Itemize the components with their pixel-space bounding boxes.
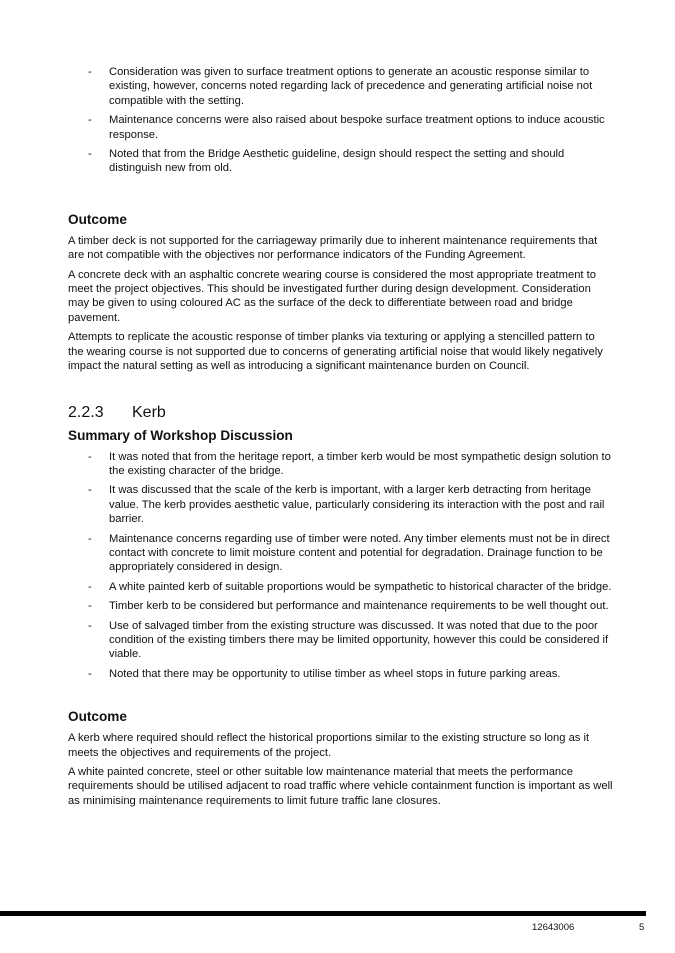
- list-item: - Timber kerb to be considered but performance and maintenance requirements to be well thought out.: [88, 600, 609, 613]
- paragraph: Attempts to replicate the acoustic response of timber planks via texturing or applying a stencilled pattern to the wearing course is not supported due to concerns of generating artificial noise that would likely negatively impact the natural setting as well as introducing a significant maintenance burden on Council.: [68, 331, 603, 373]
- footer-page-number: 5: [639, 922, 645, 933]
- outcome-heading: Outcome: [68, 211, 127, 227]
- paragraph: A kerb where required should reflect the historical proportions similar to the existing structure so long as it meets the objectives and requirements of the project.: [68, 732, 590, 759]
- top-bullet-list: [68, 65, 613, 176]
- list-item: - Use of salvaged timber from the existing structure was discussed. It was noted that due to the poor condition of the existing timbers there may be limited opportunity, however this could be considered if viable.: [88, 619, 609, 661]
- list-item: - Maintenance concerns were also raised about bespoke surface treatment options to induce acoustic response.: [88, 114, 605, 141]
- dash-bullet-icon: -: [88, 148, 92, 161]
- section-title: Kerb: [132, 403, 166, 421]
- section-number: 2.2.3: [68, 403, 104, 421]
- list-item: - Consideration was given to surface treatment options to generate an acoustic response similar to existing, however, concerns noted regarding lack of precedence and generating artificial noise not compatible with the setting.: [88, 66, 593, 107]
- list-item: - Maintenance concerns regarding use of timber were noted. Any timber elements must not be in direct contact with concrete to limit moisture content and potential for degradation. Drainage function to be appropriately considered in design.: [88, 532, 610, 574]
- outcome-section-1: [68, 212, 613, 374]
- footer-document-number: 12643006: [532, 922, 575, 933]
- dash-bullet-icon: -: [88, 450, 92, 463]
- paragraph: A concrete deck with an asphaltic concrete wearing course is considered the most appropriate treatment to meet the project objectives. This should be investigated further during design development. Consideration may be given to using coloured AC as the surface of the deck to differentiate between road and bridge pavement.: [68, 268, 596, 324]
- dash-bullet-icon: -: [88, 600, 92, 613]
- dash-bullet-icon: -: [88, 619, 92, 632]
- list-item: - Noted that there may be opportunity to utilise timber as wheel stops in future parking areas.: [88, 667, 561, 680]
- dash-bullet-icon: -: [88, 484, 92, 497]
- dash-bullet-icon: -: [88, 667, 92, 680]
- section-heading: [68, 404, 613, 422]
- dash-bullet-icon: -: [88, 66, 92, 78]
- dash-bullet-icon: -: [88, 114, 92, 127]
- paragraph: A timber deck is not supported for the carriageway primarily due to inherent maintenance requirements that are not compatible with the objectives nor performance indicators of the Funding Agreement.: [68, 234, 598, 262]
- list-item: - It was noted that from the heritage report, a timber kerb would be most sympathetic design solution to the existing character of the bridge.: [88, 450, 611, 477]
- list-item: - Noted that from the Bridge Aesthetic guideline, design should respect the setting and should distinguish new from old.: [88, 148, 565, 175]
- outcome-heading: Outcome: [68, 709, 127, 725]
- list-item: - A white painted kerb of suitable proportions would be sympathetic to historical character of the bridge.: [88, 580, 612, 593]
- summary-heading: Summary of Workshop Discussion: [68, 427, 293, 443]
- list-item: - It was discussed that the scale of the kerb is important, with a larger kerb detracting from heritage value. The kerb provides aesthetic value, particularly considering its interaction with the post and rail barrier.: [88, 484, 605, 526]
- kerb-bullet-list: [68, 450, 613, 682]
- paragraph: A white painted concrete, steel or other suitable low maintenance material that meets the performance requirements should be utilised adjacent to road traffic where vehicle containment function is important as well as minimising maintenance requirements to limit future traffic lane closures.: [68, 766, 613, 807]
- dash-bullet-icon: -: [88, 580, 92, 593]
- footer-divider: [0, 911, 646, 916]
- outcome-section-2: [68, 709, 613, 808]
- dash-bullet-icon: -: [88, 532, 92, 545]
- page-content: [68, 65, 613, 813]
